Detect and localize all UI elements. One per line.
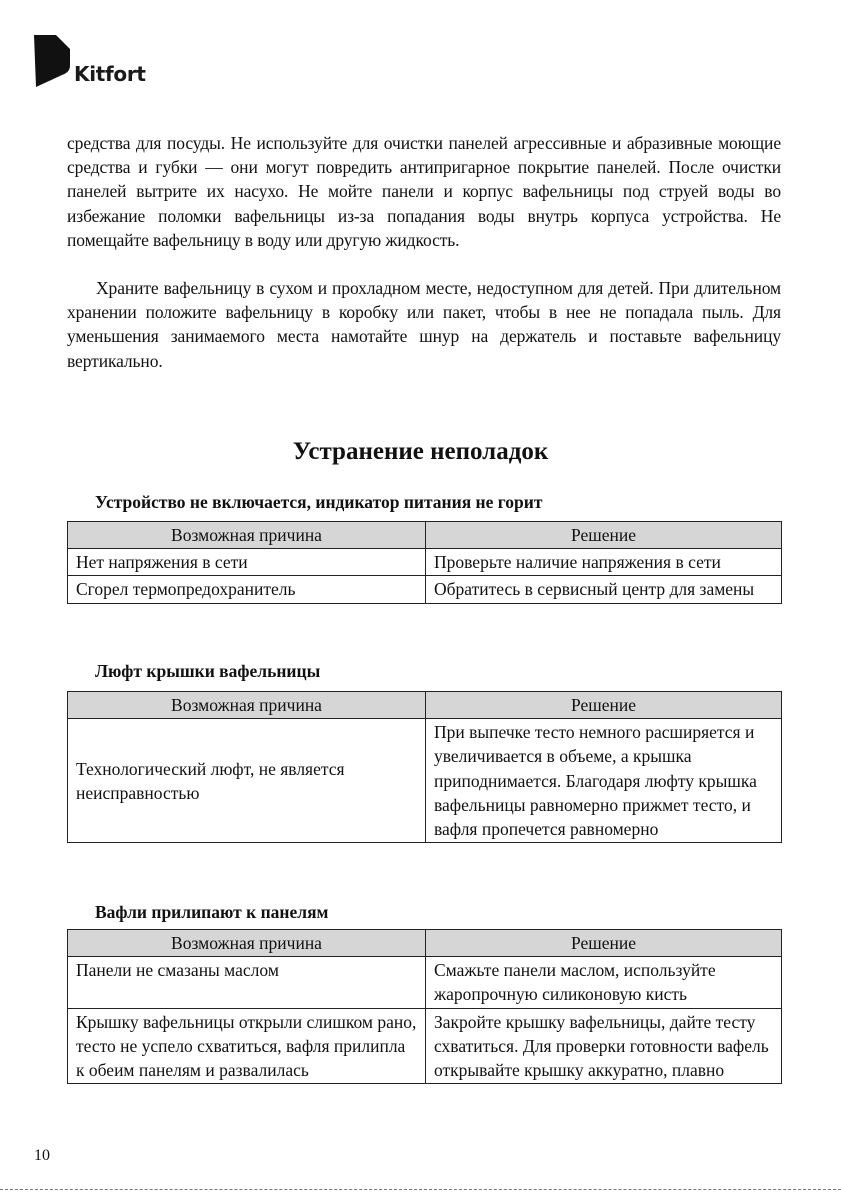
table-header-row [68,522,782,549]
cause-cell: Нет напряжения в сети [68,549,426,576]
column-header-cause: Возможная причина [68,692,426,719]
table-row [68,1008,782,1084]
table-row [68,576,782,603]
column-header-solution: Решение [426,930,782,957]
table-row [68,719,782,843]
cause-cell: Панели не смазаны маслом [68,957,426,1008]
problem-heading: Вафли прилипают к панелям [95,902,329,922]
cause-cell: Сгорел термопредохранитель [68,576,426,603]
table-header-row [68,692,782,719]
body-paragraph: средства для посуды. Не используйте для очистки панелей агрессивные и абразивные моющие средства и губки — они могут повредить антипригарное покрытие панелей. После очистки панелей вытрите их насухо. Не мойте панели и корпус вафельницы под струей воды во избежание поломки вафельницы из-за попадания воды внутрь корпуса устройства. Не помещайте вафельницу в воду или другую жидкость. [67,133,781,250]
table-row [68,549,782,576]
table-row [68,957,782,1008]
troubleshooting-table [67,929,782,1084]
section-title: Устранение неполадок [292,438,549,465]
kitfort-mark-icon [34,35,70,87]
troubleshooting-table [67,691,782,843]
solution-cell: Обратитесь в сервисный центр для замены [426,576,782,603]
brand-logo [34,35,174,87]
cause-cell: Крышку вафельницы открыли слишком рано, тесто не успело схватиться, вафля прилипла к обеим панелям и развалилась [68,1008,426,1084]
page-number: 10 [34,1147,50,1164]
problem-heading: Люфт крышки вафельницы [95,661,321,681]
cause-cell: Технологический люфт, не является неисправностью [68,719,426,843]
solution-cell: Смажьте панели маслом, используйте жаропрочную силиконовую кисть [426,957,782,1008]
problem-heading: Устройство не включается, индикатор питания не горит [95,492,543,512]
troubleshooting-table [67,521,782,604]
page-edge-divider [0,1189,841,1190]
table-header-row [68,930,782,957]
column-header-solution: Решение [426,522,782,549]
column-header-solution: Решение [426,692,782,719]
body-paragraph: Храните вафельницу в сухом и прохладном месте, недоступном для детей. При длительном хранении положите вафельницу в коробку или пакет, чтобы в нее не попадала пыль. Для уменьшения занимаемого места намотайте шнур на держатель и поставьте вафельницу вертикально. [67,278,781,371]
column-header-cause: Возможная причина [68,522,426,549]
solution-cell: Закройте крышку вафельницы, дайте тесту схватиться. Для проверки готовности вафель открывайте крышку аккуратно, плавно [426,1008,782,1084]
brand-name: Kitfort [74,62,146,86]
column-header-cause: Возможная причина [68,930,426,957]
solution-cell: При выпечке тесто немного расширяется и увеличивается в объеме, а крышка приподнимается. Благодаря люфту крышка вафельницы равномерно прижмет тесто, и вафля пропечется равномерно [426,719,782,843]
solution-cell: Проверьте наличие напряжения в сети [426,549,782,576]
